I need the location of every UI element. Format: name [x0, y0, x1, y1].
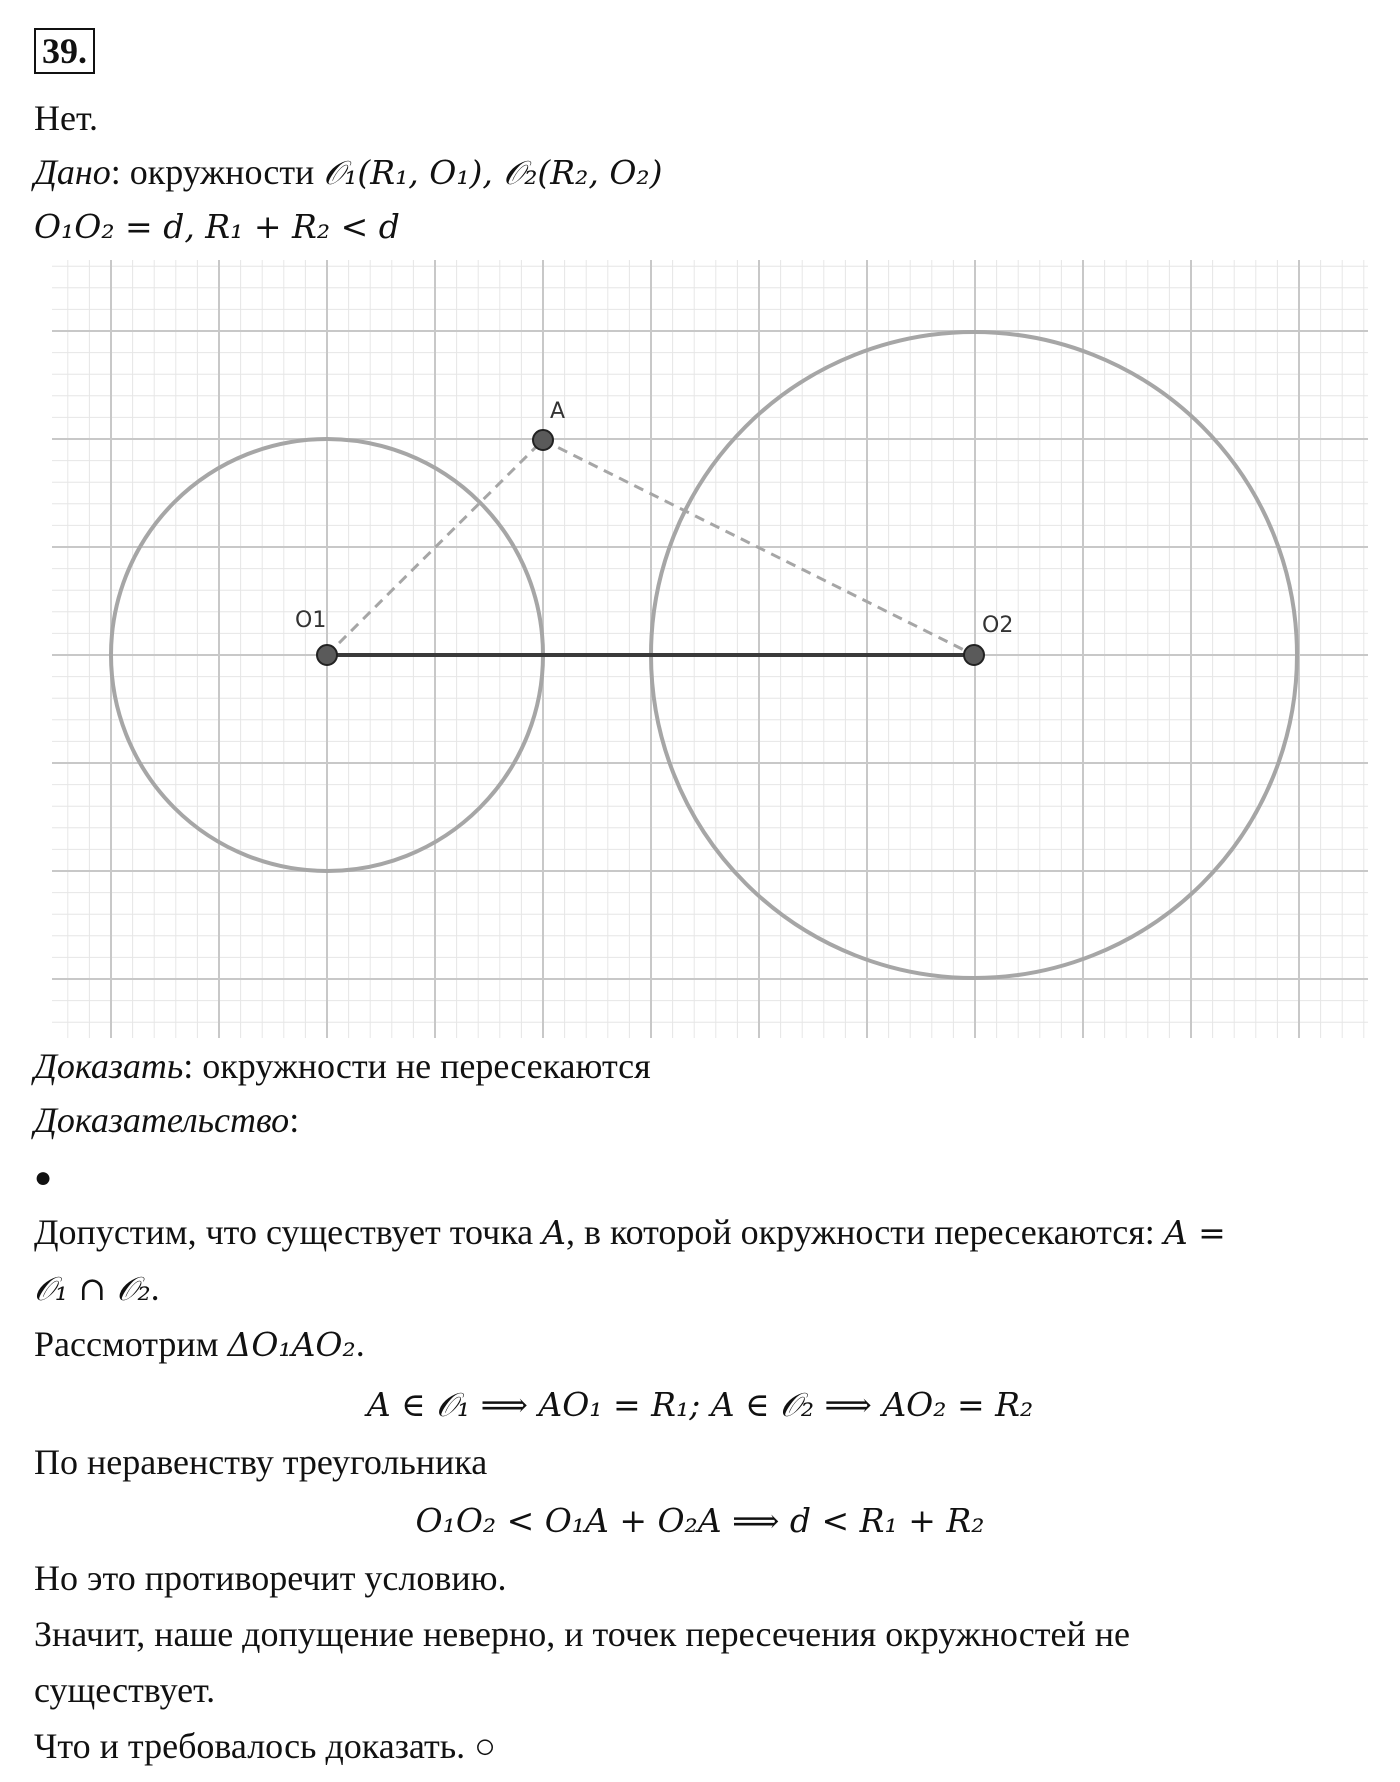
proof-line-7: существует.	[34, 1670, 216, 1710]
given-text: : окружности	[110, 152, 324, 192]
formula-2	[0, 1498, 1400, 1543]
point-a	[533, 430, 553, 450]
formula-1-math: A ∈ 𝒪₁ ⟹ AO₁ = R₁; A ∈ 𝒪₂ ⟹ AO₂ = R₂	[366, 1385, 1034, 1424]
answer: Нет.	[34, 98, 99, 138]
grid-minor	[52, 260, 1368, 1038]
proof-line-3	[34, 1322, 365, 1367]
proof-line-4: По неравенству треугольника	[34, 1442, 488, 1482]
prove-text: : окружности не пересекаются	[183, 1046, 651, 1086]
bullet: ●	[34, 1161, 53, 1194]
proof-line-1-text2: , в которой окружности пересекаются:	[565, 1212, 1164, 1252]
proof-line-6: Значит, наше допущение неверно, и точек пересечения окружностей не	[34, 1614, 1130, 1654]
given-label: Дано	[34, 152, 111, 192]
given-line	[34, 150, 663, 195]
proof-line-2	[34, 1266, 160, 1311]
prove-line	[34, 1044, 651, 1088]
formula-1	[0, 1382, 1400, 1427]
proof-line-1-point: A	[542, 1213, 566, 1252]
point-o1	[317, 645, 337, 665]
problem-number: 39.	[34, 28, 95, 74]
proof-label: Доказательство	[34, 1100, 290, 1140]
given-circles: 𝒪₁(R₁, O₁), 𝒪₂(R₂, O₂)	[323, 153, 663, 192]
prove-label: Доказать	[34, 1046, 184, 1086]
geometry-figure	[52, 260, 1368, 1038]
proof-line-1-math: A =	[1163, 1213, 1226, 1252]
proof-line-2-end: .	[150, 1268, 160, 1308]
proof-line-1-text: Допустим, что существует точка	[34, 1212, 543, 1252]
proof-line-1	[34, 1210, 1226, 1255]
proof-line-3-end: .	[355, 1324, 365, 1364]
formula-2-math: O₁O₂ < O₁A + O₂A ⟹ d < R₁ + R₂	[415, 1501, 985, 1540]
label-o2: O2	[982, 613, 1014, 638]
proof-line-8: Что и требовалось доказать. ○	[34, 1726, 496, 1766]
proof-heading	[34, 1098, 299, 1142]
grid-major	[52, 260, 1368, 1038]
given-condition-math: O₁O₂ = d, R₁ + R₂ < d	[34, 207, 400, 246]
proof-line-5: Но это противоречит условию.	[34, 1558, 507, 1598]
given-condition	[34, 204, 400, 249]
label-a: A	[550, 399, 566, 424]
proof-line-2-math: 𝒪₁ ∩ 𝒪₂	[34, 1269, 151, 1308]
proof-colon: :	[289, 1100, 300, 1140]
label-o1: O1	[295, 608, 327, 633]
point-o2	[964, 645, 984, 665]
proof-line-3-math: ΔO₁AO₂	[227, 1325, 356, 1364]
proof-line-3-text: Рассмотрим	[34, 1324, 228, 1364]
